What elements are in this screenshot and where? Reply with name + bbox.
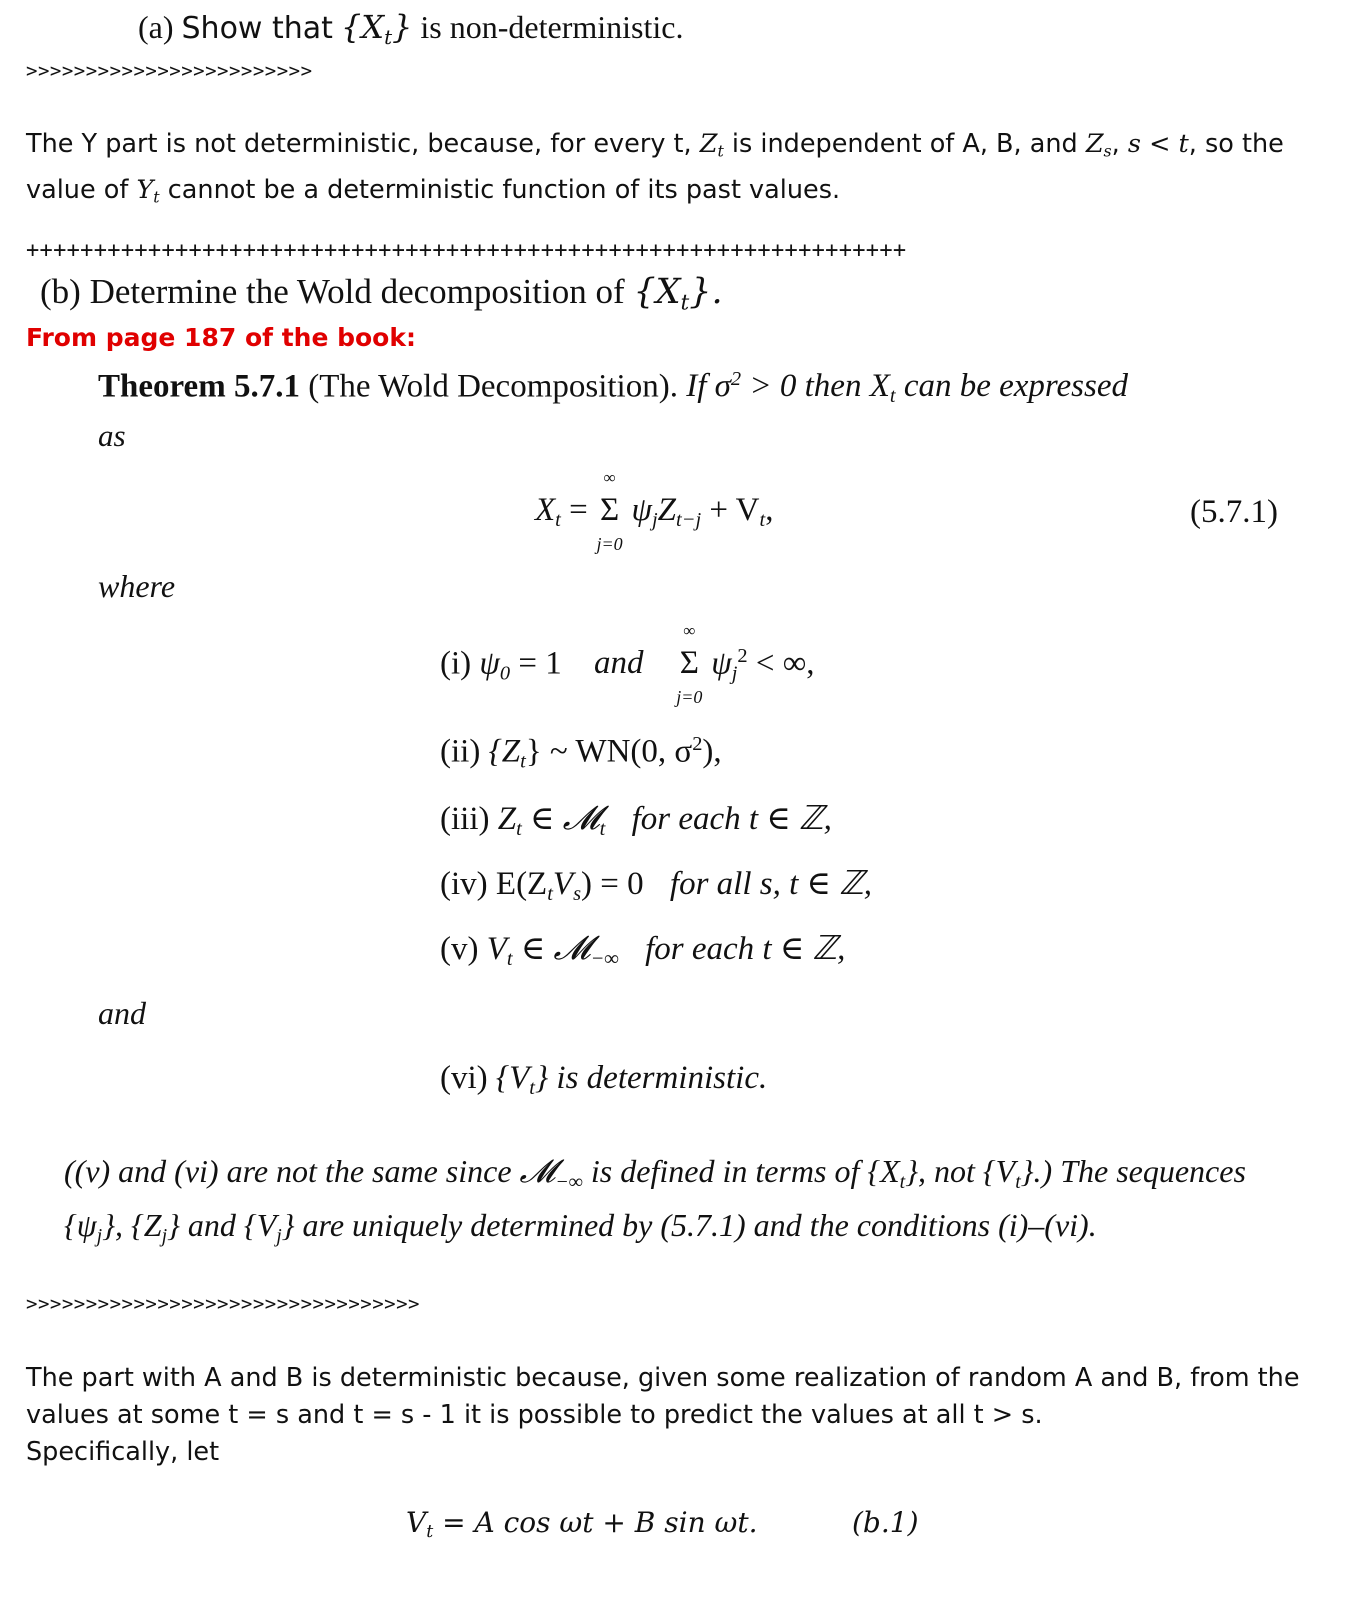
item-a-heading	[138, 8, 683, 49]
item-a-label: (a)	[138, 9, 174, 45]
theorem-remark: ((v) and (vi) are not the same since 𝓜$_{-\infty}$ is defined in terms of $\{X_t\}$, not $\{V_t\}$.) The sequences $\{\psi_j\}$, $\{Z_j\}$ and $\{V_j\}$ are uniquely determined by (5.7.1) and the conditions (i)–(vi).	[64, 1153, 1246, 1247]
separator-arrows-bottom: >>>>>>>>>>>>>>>>>>>>>>>>>>>>>>>>>	[26, 1293, 420, 1315]
source-note: From page 187 of the book:	[26, 323, 416, 352]
separator-plus-row: +++++++++++++++++++++++++++++++++++++++++++++++++++++++++++++++++	[26, 238, 907, 263]
condition-vi: (vi) $\{V_t\}$ is deterministic.	[440, 1060, 768, 1100]
separator-arrows-top: >>>>>>>>>>>>>>>>>>>>>>>>	[26, 60, 313, 82]
item-a-text: Show that	[181, 11, 333, 46]
condition-i: (i) $\psi_0 = 1$ and ∞ Σ j=0 $\psi_j^2$ < ∞,	[440, 621, 815, 708]
item-a-text-after: is non-deterministic.	[420, 9, 684, 45]
condition-iv: (iv) $E(Z_tV_s) = 0$ for all s, t ∈ ℤ,	[440, 866, 873, 906]
theorem-title: Theorem 5.7.1	[98, 368, 300, 405]
equation-b-1: $V_t = A$ cos ωt + B sin ωt.	[406, 1506, 758, 1543]
theorem-heading	[98, 368, 1128, 408]
theorem-name: (The Wold Decomposition).	[308, 368, 678, 405]
item-b-text: Determine the Wold decomposition of	[89, 272, 625, 311]
item-b-label: (b)	[40, 272, 81, 311]
equation-number-b-1: (b.1)	[852, 1506, 919, 1539]
condition-v: (v) $V_t$ ∈ 𝓜$_{-\infty}$ for each t ∈ ℤ,	[440, 931, 846, 971]
theorem-as: as	[98, 418, 126, 453]
equation-number-5-7-1: (5.7.1)	[1190, 494, 1278, 530]
item-b-heading	[40, 272, 723, 316]
where-word: where	[98, 568, 176, 604]
paragraph-y-part: The Y part is not deterministic, because, for every t, $Z_t$ is independent of A, B, and $Z_s$, s < t, so the value of $Y_t$ cannot be a deterministic function of its past values.	[26, 129, 1284, 207]
item-b-set: $\{X_t\}$.	[633, 272, 723, 316]
paragraph-ab-part: The part with A and B is deterministic because, given some realization of random A and B, from the values at some t = s and t = s - 1 it is possible to predict the values at all t > s. Specifically, let	[26, 1363, 1300, 1467]
equation-5-7-1: $X_t$ = ∞ Σ j=0 $\psi_jZ_{t-j} + V_t$,	[535, 468, 774, 554]
item-a-set: $\{X_t\}$	[340, 8, 413, 49]
theorem-statement: If $\sigma^2 > 0$ then $X_t$ can be expressed	[686, 368, 1128, 408]
and-word: and	[98, 995, 146, 1031]
condition-iii: (iii) $Z_t$ ∈ 𝓜$_t$ for each t ∈ ℤ,	[440, 801, 832, 841]
condition-ii: (ii) $\{Z_t\}$ ~ WN(0, $\sigma^2$),	[440, 733, 722, 773]
sum-sign: ∞ Σ j=0	[596, 468, 623, 554]
